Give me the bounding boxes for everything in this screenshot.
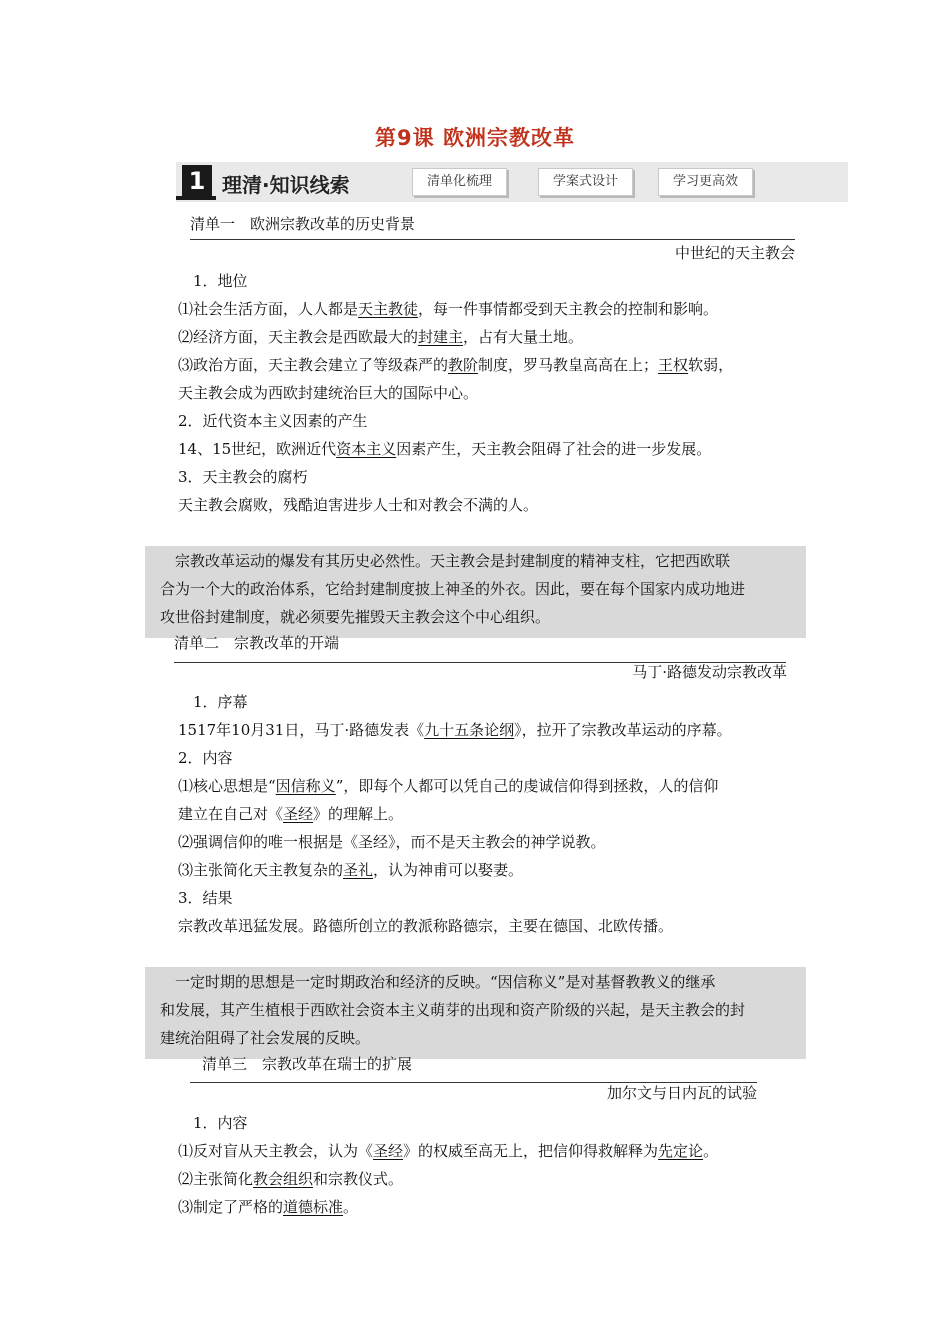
text-run: ，认为神甫可以娶妻。 [373,861,524,879]
text-run: ⑶主张简化天主教复杂的 [178,861,344,879]
content-line [178,831,606,852]
key-term: 因信称义 [275,777,336,795]
text-run: ⑶政治方面，天主教会建立了等级森严的 [178,356,449,374]
content-line [178,803,403,824]
text-run: 因素产生，天主教会阻碍了社会的进一步发展。 [396,440,712,458]
text-run: ”，即每个人都可以凭自己的虔诚信仰得到拯救，人的信仰 [335,777,719,795]
text-run: 制度，罗马教皇高高在上； [478,356,659,374]
content-line [178,1112,248,1133]
text-run: ⑵经济方面，天主教会是西欧最大的 [178,328,419,346]
note-line: 合为一个大的政治体系，它给封建制度披上神圣的外衣。因此，要在每个国家内成功地进 [160,580,746,598]
content-line [178,691,248,712]
text-run: 建立在自己对《 [178,805,284,823]
content-line [178,438,711,459]
content-line [178,859,523,880]
key-term: 天主教徒 [358,300,419,318]
section-subheading: 马丁·路德发动宗教改革 [632,663,787,681]
banner-number-badge: 1 [182,165,212,197]
text-run: ⑴核心思想是“ [178,777,276,795]
key-term: 圣礼 [343,861,374,879]
note-line: 建统治阻碍了社会发展的反映。 [160,1029,371,1047]
content-line [178,775,718,796]
section-rule [190,239,795,240]
key-term: 先定论 [658,1142,704,1160]
text-run: 》，拉开了宗教改革运动的序幕。 [514,721,732,739]
text-run: 1．内容 [178,1114,248,1132]
key-term: 教会组织 [253,1170,314,1188]
text-run: 》的理解上。 [313,805,404,823]
content-line [178,466,308,487]
content-line [178,1140,718,1161]
text-run: 2．内容 [178,749,233,767]
text-run: 。 [343,1198,359,1216]
content-line [178,887,233,908]
text-run: ⑵强调信仰的唯一根据是《圣经》，而不是天主教会的神学说教。 [178,833,606,851]
note-box [145,546,806,638]
text-run: 1517年10月31日，马丁·路德发表《 [178,721,425,739]
section-subheading: 中世纪的天主教会 [674,244,795,262]
note-line: 宗教改革运动的爆发有其历史必然性。天主教会是封建制度的精神支柱，它把西欧联 [160,552,731,570]
content-line [178,298,718,319]
text-run: 1．序幕 [178,693,248,711]
content-line [178,410,368,431]
key-term: 道德标准 [283,1198,344,1216]
content-line [178,270,248,291]
text-run: ⑵主张简化 [178,1170,254,1188]
content-line [178,494,538,515]
section-banner [176,162,848,202]
section-heading: 清单三 宗教改革在瑞士的扩展 [202,1055,413,1073]
content-line [178,326,583,347]
text-run: 3．天主教会的腐朽 [178,468,308,486]
text-run: 天主教会腐败，残酷迫害进步人士和对教会不满的人。 [178,496,539,514]
text-run: 1．地位 [178,272,248,290]
tab-checklist[interactable]: 清单化梳理 [412,168,507,196]
key-term: 圣经 [283,805,314,823]
text-run: ，占有大量土地。 [463,328,584,346]
text-run: 14、15世纪，欧洲近代 [178,440,337,458]
content-line [178,747,233,768]
key-term: 圣经 [373,1142,404,1160]
text-run: 和宗教仪式。 [313,1170,404,1188]
text-run: ，每一件事情都受到天主教会的控制和影响。 [418,300,719,318]
text-run: 。 [703,1142,719,1160]
key-term: 九十五条论纲 [424,721,515,739]
note-line: 一定时期的思想是一定时期政治和经济的反映。“因信称义”是对基督教教义的继承 [160,973,716,991]
text-run: 软弱， [688,356,734,374]
note-line: 和发展，其产生植根于西欧社会资本主义萌芽的出现和资产阶级的兴起，是天主教会的封 [160,1001,746,1019]
content-line [178,354,733,375]
text-run: 3．结果 [178,889,233,907]
text-run: ⑶制定了严格的 [178,1198,284,1216]
page-title: 第9课 欧洲宗教改革 [375,126,575,150]
banner-title: 理清·知识线索 [222,173,350,197]
tab-efficient-learning[interactable]: 学习更高效 [658,168,753,196]
key-term: 王权 [658,356,689,374]
key-term: 教阶 [448,356,479,374]
key-term: 封建主 [418,328,464,346]
tab-study-design[interactable]: 学案式设计 [538,168,633,196]
text-run: ⑴社会生活方面，人人都是 [178,300,359,318]
content-line [178,1168,403,1189]
text-run: ⑴反对盲从天主教会，认为《 [178,1142,374,1160]
section-subheading: 加尔文与日内瓦的试验 [606,1084,757,1102]
content-line [178,382,478,403]
section-heading: 清单一 欧洲宗教改革的历史背景 [190,215,416,233]
section-heading: 清单二 宗教改革的开端 [174,634,340,652]
text-run: 2．近代资本主义因素的产生 [178,412,368,430]
text-run: 宗教改革迅猛发展。路德所创立的教派称路德宗，主要在德国、北欧传播。 [178,917,674,935]
text-run: 》的权威至高无上，把信仰得救解释为 [403,1142,659,1160]
content-line [178,915,673,936]
text-run: 天主教会成为西欧封建统治巨大的国际中心。 [178,384,479,402]
content-line [178,719,732,740]
note-line: 攻世俗封建制度，就必须要先摧毁天主教会这个中心组织。 [160,608,551,626]
note-box [145,967,806,1059]
key-term: 资本主义 [336,440,397,458]
content-line [178,1196,358,1217]
